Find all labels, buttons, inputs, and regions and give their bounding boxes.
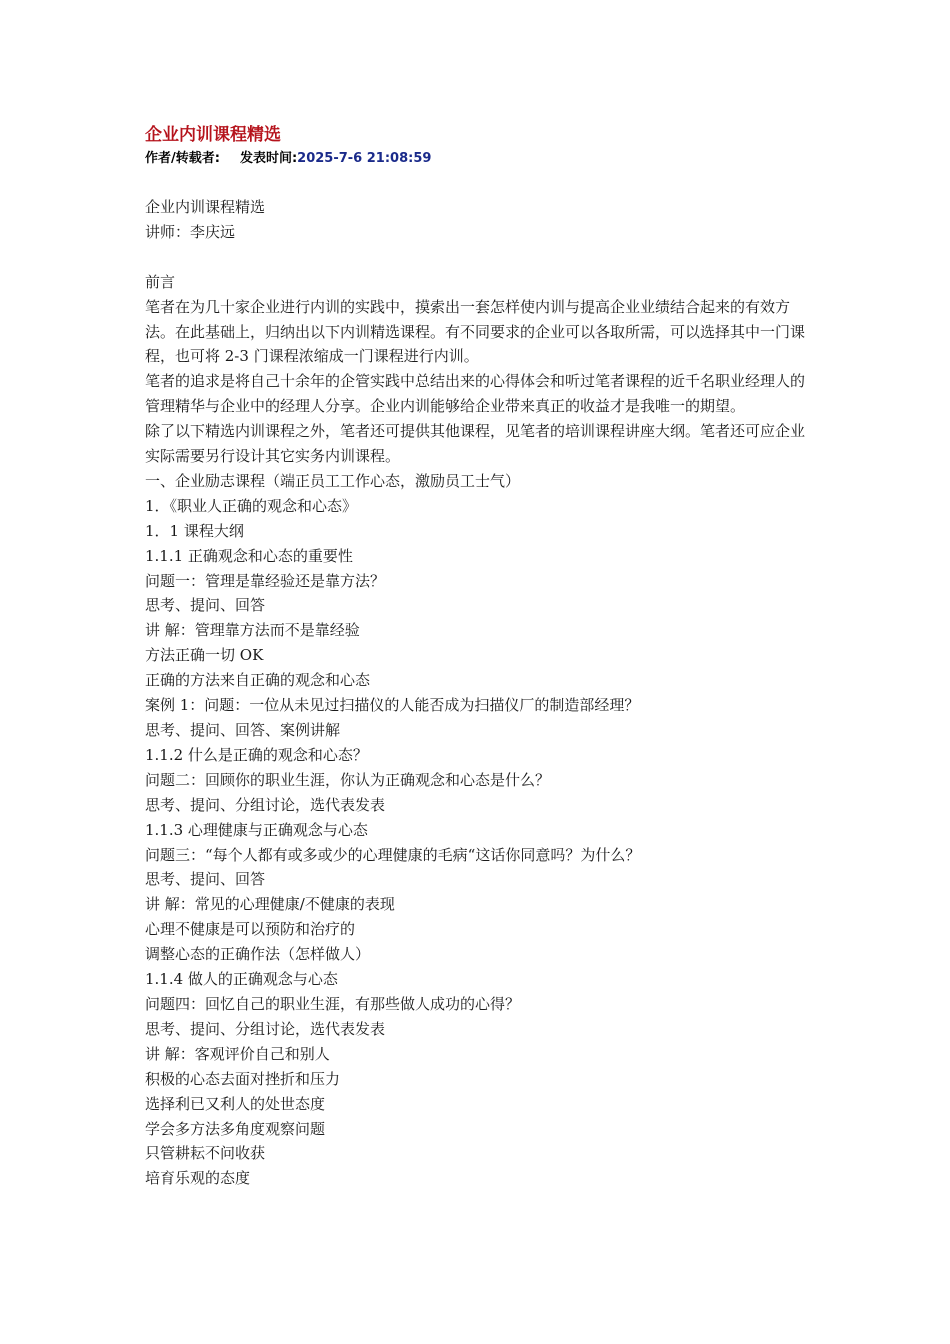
body-line: 学会多方法多角度观察问题: [145, 1119, 326, 1138]
body-line: 思考、提问、分组讨论，选代表发表: [145, 795, 386, 814]
body-line: 1.1.3 心理健康与正确观念与心态: [145, 820, 368, 839]
body-line: 思考、提问、分组讨论，选代表发表: [145, 1019, 386, 1038]
body-line: 前言: [145, 272, 176, 291]
body-line: 1.1.4 做人的正确观念与心态: [145, 970, 338, 989]
author-label: 作者/转载者:: [145, 151, 220, 166]
page-title: 企业内训课程精选: [145, 125, 281, 145]
body-line: 1．1 课程大纲: [145, 521, 244, 540]
body-line: 问题二：回顾你的职业生涯，你认为正确观念和心态是什么？: [145, 770, 551, 789]
body-line: 积极的心态去面对挫折和压力: [145, 1069, 341, 1088]
article-meta: [145, 148, 815, 170]
body-line: 讲 解：客观评价自己和别人: [145, 1044, 330, 1063]
body-line: 问题一：管理是靠经验还是靠方法？: [145, 571, 386, 590]
body-paragraph: 笔者的追求是将自己十余年的企管实践中总结出来的心得体会和听过笔者课程的近千名职业经理人的管理精华与企业中的经理人分享。企业内训能够给企业带来真正的收益才是我唯一的期望。: [145, 372, 806, 416]
body-line: 心理不健康是可以预防和治疗的: [145, 920, 356, 939]
date-label: 发表时间:: [239, 151, 298, 166]
body-line: 培育乐观的态度: [145, 1169, 251, 1188]
publish-date: 2025-7-6 21:08:59: [297, 151, 432, 166]
body-line: 思考、提问、回答、案例讲解: [145, 721, 341, 740]
body-line: 思考、提问、回答: [145, 596, 266, 615]
body-line: 方法正确一切 OK: [145, 646, 264, 665]
body-line: 正确的方法来自正确的观念和心态: [145, 671, 371, 690]
body-line: 1.1.1 正确观念和心态的重要性: [145, 546, 353, 565]
body-line: 讲 解：管理靠方法而不是靠经验: [145, 621, 360, 640]
body-line: 一、企业励志课程（端正员工工作心态，激励员工士气）: [145, 471, 521, 490]
blank-line: [145, 245, 815, 270]
body-line: 企业内训课程精选: [145, 198, 266, 216]
body-line: 选择利已又利人的处世态度: [145, 1094, 326, 1113]
document-page: [145, 122, 815, 1191]
body-line: 讲师：李庆远: [145, 222, 236, 241]
body-line: 思考、提问、回答: [145, 870, 266, 889]
body-paragraph: 除了以下精选内训课程之外，笔者还可提供其他课程，见笔者的培训课程讲座大纲。笔者还可应企业实际需要另行设计其它实务内训课程。: [145, 422, 806, 466]
body-paragraph: 笔者在为几十家企业进行内训的实践中，摸索出一套怎样使内训与提高企业业绩结合起来的有效方法。在此基础上，归纳出以下内训精选课程。有不同要求的企业可以各取所需，可以选择其中一门课程，也可将 2-3 门课程浓缩成一门课程进行内训。: [145, 297, 806, 366]
body-line: 1.1.2 什么是正确的观念和心态？: [145, 745, 368, 764]
body-line: 讲 解：常见的心理健康/不健康的表现: [145, 895, 395, 914]
body-line: 只管耕耘不问收获: [145, 1144, 266, 1163]
article-body: [145, 195, 815, 1191]
body-line: 案例 1：问题：一位从未见过扫描仪的人能否成为扫描仪厂的制造部经理？: [145, 696, 640, 715]
body-line: 调整心态的正确作法（怎样做人）: [145, 945, 371, 964]
body-line: 1．《职业人正确的观念和心态》: [145, 496, 358, 515]
body-line: 问题四：回忆自己的职业生涯，有那些做人成功的心得？: [145, 994, 521, 1013]
body-line: 问题三：“每个人都有或多或少的心理健康的毛病“这话你同意吗？为什么？: [145, 845, 641, 864]
